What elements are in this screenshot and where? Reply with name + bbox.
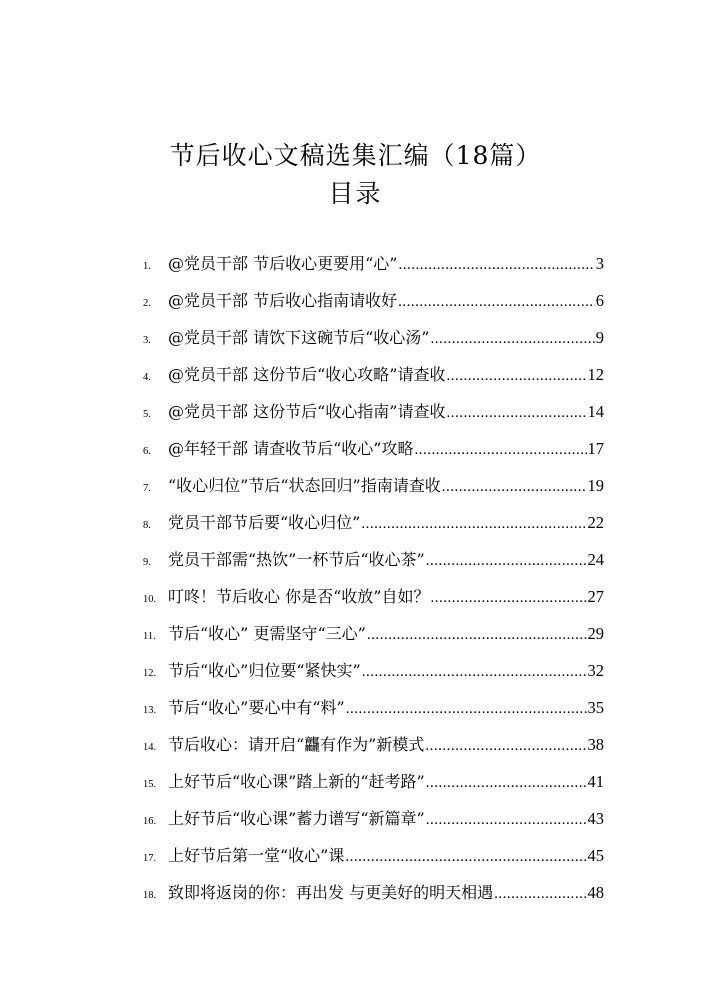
- toc-entry[interactable]: [143, 583, 604, 620]
- toc-entry-number: 11.: [143, 631, 156, 642]
- toc-entry-number: 10.: [143, 594, 157, 605]
- toc-entry-page-number: 12: [587, 365, 604, 384]
- toc-entry-page-number: 6: [595, 291, 604, 310]
- toc-entry-title: 上好节后第一堂“收心”课: [168, 846, 345, 865]
- toc-dot-leader: [367, 621, 587, 649]
- toc-entry-title: 上好节后“收心课”蓄力谱写“新篇章”: [168, 809, 425, 828]
- toc-dot-leader: [361, 510, 586, 538]
- toc-dot-leader: [442, 473, 587, 501]
- toc-entry[interactable]: [143, 620, 604, 657]
- toc-dot-leader: [430, 584, 586, 612]
- toc-entry-page-number: 48: [587, 883, 604, 902]
- toc-entry[interactable]: [143, 657, 604, 694]
- toc-dot-leader: [426, 806, 587, 834]
- toc-entry-title: 节后“收心” 更需坚守“三心”: [168, 624, 366, 643]
- toc-dot-leader: [346, 695, 587, 723]
- toc-entry-title: @党员干部 这份节后“收心攻略”请查收: [168, 365, 446, 384]
- toc-entry-title: 党员干部需“热饮”一杯节后“收心茶”: [168, 550, 425, 569]
- toc-dot-leader: [398, 288, 595, 316]
- toc-entry[interactable]: [143, 694, 604, 731]
- toc-entry-page-number: 29: [587, 624, 604, 643]
- toc-entry[interactable]: [143, 546, 604, 583]
- toc-entry[interactable]: [143, 879, 604, 916]
- toc-entry-number: 1.: [143, 261, 151, 272]
- toc-entry-number: 9.: [143, 557, 151, 568]
- toc-entry[interactable]: [143, 731, 604, 768]
- toc-entry-number: 17.: [143, 853, 157, 864]
- toc-dot-leader: [426, 769, 587, 797]
- toc-entry-page-number: 32: [587, 661, 604, 680]
- toc-entry[interactable]: [143, 509, 604, 546]
- toc-dot-leader: [430, 325, 594, 353]
- toc-entry-number: 15.: [143, 779, 157, 790]
- toc-entry-page-number: 9: [595, 328, 604, 347]
- toc-entry-number: 13.: [143, 705, 157, 716]
- toc-entry[interactable]: [143, 324, 604, 361]
- toc-entry-title: @年轻干部 请查收节后“收心”攻略: [168, 439, 414, 458]
- toc-entry-page-number: 14: [587, 402, 604, 421]
- toc-entry-page-number: 35: [587, 698, 604, 717]
- toc-entry-number: 5.: [143, 409, 151, 420]
- toc-entry-title: 党员干部节后要“收心归位”: [168, 513, 361, 532]
- toc-entry-page-number: 22: [587, 513, 604, 532]
- toc-dot-leader: [426, 547, 587, 575]
- toc-entry[interactable]: [143, 287, 604, 324]
- toc-entry-number: 18.: [143, 890, 157, 901]
- toc-entry-title: 节后“收心”归位要“紧快实”: [168, 661, 361, 680]
- toc-entry[interactable]: [143, 805, 604, 842]
- toc-entry-page-number: 43: [587, 809, 604, 828]
- toc-entry-page-number: 19: [587, 476, 604, 495]
- toc-entry-number: 12.: [143, 668, 157, 679]
- toc-entry[interactable]: [143, 842, 604, 879]
- toc-entry-page-number: 41: [587, 772, 604, 791]
- toc-entry-page-number: 17: [587, 439, 604, 458]
- toc-entry[interactable]: [143, 768, 604, 805]
- toc-entry-number: 6.: [143, 446, 151, 457]
- toc-entry-number: 3.: [143, 335, 151, 346]
- toc-entry-title: 节后收心：请开启“龘有作为”新模式: [168, 735, 425, 754]
- toc-entry-title: @党员干部 节后收心指南请收好: [168, 291, 398, 310]
- toc-heading: 目录: [328, 179, 383, 208]
- toc-entry-title: 叮咚！节后收心 你是否“收放”自如？: [168, 587, 430, 606]
- toc-entry-title: 节后“收心”要心中有“料”: [168, 698, 345, 717]
- toc-entry-title: @党员干部 节后收心更要用“心”: [168, 254, 398, 273]
- toc-entry[interactable]: [143, 250, 604, 287]
- toc-entry-number: 8.: [143, 520, 151, 531]
- toc-dot-leader: [425, 732, 586, 760]
- toc-dot-leader: [446, 399, 586, 427]
- toc-entry-page-number: 27: [587, 587, 604, 606]
- toc-dot-leader: [362, 658, 587, 686]
- toc-entry-number: 14.: [143, 742, 157, 753]
- toc-entry-title: “收心归位”节后“状态回归”指南请查收: [168, 476, 441, 495]
- toc-entry-page-number: 24: [587, 550, 604, 569]
- toc-dot-leader: [398, 251, 594, 279]
- toc-entry-page-number: 3: [595, 254, 604, 273]
- document-title: 节后收心文稿选集汇编（18篇）: [169, 141, 542, 170]
- toc-dot-leader: [345, 843, 586, 871]
- toc-entry[interactable]: [143, 472, 604, 509]
- toc-entry[interactable]: [143, 361, 604, 398]
- toc-entry-number: 2.: [143, 298, 151, 309]
- toc-entry-page-number: 45: [587, 846, 604, 865]
- toc-entry-number: 4.: [143, 372, 151, 383]
- toc-entry[interactable]: [143, 398, 604, 435]
- toc-dot-leader: [494, 880, 586, 908]
- toc-entry-number: 7.: [143, 483, 151, 494]
- toc-entry-number: 16.: [143, 816, 157, 827]
- toc-entry-title: 上好节后“收心课”踏上新的“赶考路”: [168, 772, 425, 791]
- toc-entry-title: 致即将返岗的你：再出发 与更美好的明天相遇: [168, 883, 494, 902]
- toc-entry-title: @党员干部 请饮下这碗节后“收心汤”: [168, 328, 430, 347]
- table-of-contents: [143, 250, 604, 916]
- toc-entry[interactable]: [143, 435, 604, 472]
- toc-entry-title: @党员干部 这份节后“收心指南”请查收: [168, 402, 446, 421]
- toc-entry-page-number: 38: [587, 735, 604, 754]
- toc-dot-leader: [446, 362, 586, 390]
- toc-dot-leader: [414, 436, 586, 464]
